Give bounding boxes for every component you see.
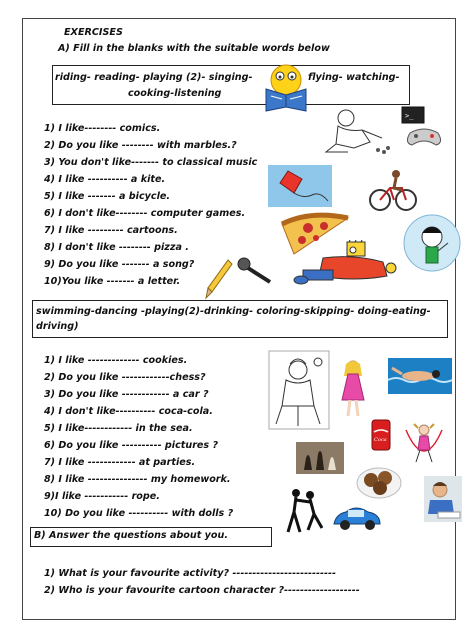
game-console-icon — [400, 105, 448, 147]
blue-car-icon — [330, 504, 384, 532]
question-2: 2) Who is your favourite cartoon character ?------------------- — [44, 585, 360, 596]
word-box-2-line-2: driving) — [36, 321, 79, 332]
swimmer-icon — [388, 358, 452, 394]
set1-sentence-8: 8) I don't like -------- pizza . — [44, 242, 189, 253]
word-box-1-line-2: cooking-listening — [128, 88, 222, 99]
exercises-title: EXERCISES — [64, 27, 123, 38]
set2-sentence-2: 2) Do you like ------------chess? — [44, 372, 206, 383]
cartoon-boy-lying-icon — [293, 240, 403, 290]
girl-skipping-rope-icon — [400, 420, 448, 470]
set1-sentence-2: 2) Do you like -------- with marbles.? — [44, 140, 237, 151]
set2-sentence-6: 6) Do you like ---------- pictures ? — [44, 440, 219, 451]
set2-sentence-3: 3) Do you like ------------ a car ? — [44, 389, 209, 400]
word-box-2-line-1: swimming-dancing -playing(2)-drinking- coloring-skipping- doing-eating- — [36, 306, 431, 317]
word-box-1 — [52, 65, 410, 105]
cookies-plate-icon — [356, 466, 402, 500]
boy-playing-marbles-icon — [318, 108, 396, 158]
instruction-a: A) Fill in the blanks with the suitable words below — [58, 43, 330, 54]
set1-sentence-9: 9) Do you like ------- a song? — [44, 259, 195, 270]
chess-pieces-icon — [296, 442, 344, 474]
dancing-couple-icon — [284, 488, 324, 534]
kite-icon — [268, 165, 332, 207]
svg-text:>_: >_ — [405, 112, 414, 120]
boy-doing-homework-icon — [424, 476, 462, 522]
set2-sentence-9: 9)I like ----------- rope. — [44, 491, 160, 502]
question-1: 1) What is your favourite activity? -------------------------- — [44, 568, 336, 579]
coloring-page-icon — [268, 350, 330, 430]
coca-cola-can-icon — [370, 418, 392, 452]
set2-sentence-10: 10) Do you like ---------- with dolls ? — [44, 508, 234, 519]
set1-sentence-6: 6) I don't like-------- computer games. — [44, 208, 246, 219]
set1-sentence-7: 7) I like --------- cartoons. — [44, 225, 178, 236]
set1-sentence-5: 5) I like ------- a bicycle. — [44, 191, 171, 202]
set1-sentence-1: 1) I like-------- comics. — [44, 123, 161, 134]
set2-sentence-1: 1) I like ------------- cookies. — [44, 355, 188, 366]
reading-smiley-icon — [262, 63, 310, 113]
set1-sentence-4: 4) I like ---------- a kite. — [44, 174, 166, 185]
section-b-heading: B) Answer the questions about you. — [34, 530, 228, 541]
set1-sentence-10: 10)You like ------- a letter. — [44, 276, 181, 287]
cola-can-label: Coca — [374, 437, 387, 443]
word-box-1-line-1b: flying- watching- — [308, 72, 400, 83]
pencil-icon — [204, 258, 234, 300]
set2-sentence-8: 8) I like --------------- my homework. — [44, 474, 231, 485]
doll-icon — [340, 360, 366, 418]
girl-singing-icon — [402, 213, 462, 273]
set1-sentence-3: 3) You don't like------- to classical music — [44, 157, 258, 168]
microphone-icon — [236, 256, 276, 286]
set2-sentence-4: 4) I don't like---------- coca-cola. — [44, 406, 213, 417]
word-box-1-line-1: riding- reading- playing (2)- singing- — [55, 72, 253, 83]
cyclist-icon — [368, 168, 418, 212]
set2-sentence-5: 5) I like------------ in the sea. — [44, 423, 193, 434]
set2-sentence-7: 7) I like ------------ at parties. — [44, 457, 196, 468]
